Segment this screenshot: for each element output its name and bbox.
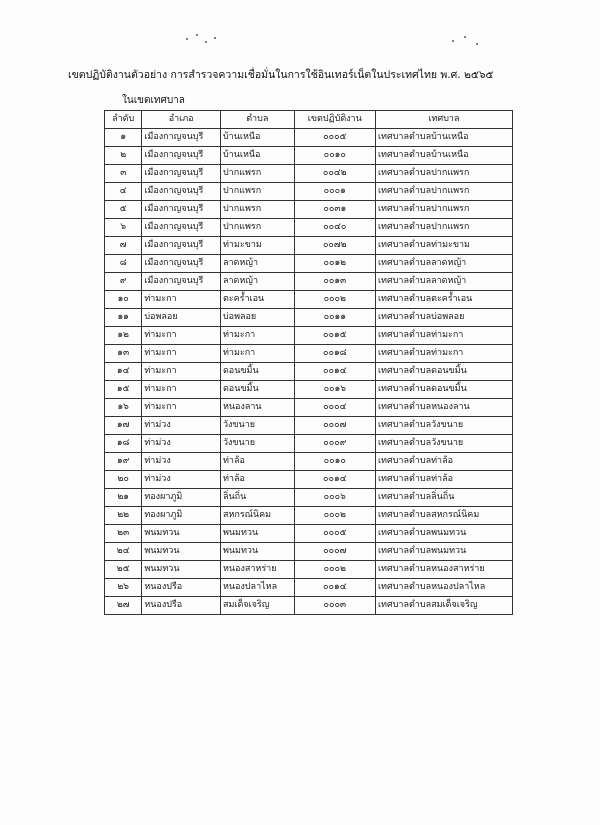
cell-district: เมืองกาญจนบุรี bbox=[142, 129, 221, 147]
cell-order: ๕ bbox=[105, 201, 142, 219]
cell-subdistrict: ท่ามะกา bbox=[220, 327, 294, 345]
cell-order: ๑๘ bbox=[105, 435, 142, 453]
table-row bbox=[105, 129, 513, 147]
table-row bbox=[105, 507, 513, 525]
table-row bbox=[105, 417, 513, 435]
cell-work-area: ๐๐๑๐ bbox=[294, 453, 375, 471]
cell-subdistrict: พนมทวน bbox=[220, 543, 294, 561]
cell-municipality: เทศบาลตำบลพนมทวน bbox=[375, 543, 512, 561]
cell-district: เมืองกาญจนบุรี bbox=[142, 201, 221, 219]
table-row bbox=[105, 543, 513, 561]
cell-work-area: ๐๐๐๕ bbox=[294, 129, 375, 147]
cell-order: ๒๕ bbox=[105, 561, 142, 579]
cell-municipality: เทศบาลตำบลหนองปลาไหล bbox=[375, 579, 512, 597]
cell-municipality: เทศบาลตำบลลิ่นถิ่น bbox=[375, 489, 512, 507]
header-district: อำเภอ bbox=[142, 111, 221, 129]
scan-speck bbox=[214, 37, 216, 39]
table-header-row bbox=[105, 111, 513, 129]
cell-order: ๔ bbox=[105, 183, 142, 201]
cell-work-area: ๐๐๑๒ bbox=[294, 255, 375, 273]
cell-municipality: เทศบาลตำบลดอนขมิ้น bbox=[375, 363, 512, 381]
header-subdistrict: ตำบล bbox=[220, 111, 294, 129]
table-row bbox=[105, 147, 513, 165]
cell-order: ๓ bbox=[105, 165, 142, 183]
cell-work-area: ๐๐๑๓ bbox=[294, 273, 375, 291]
table-row bbox=[105, 525, 513, 543]
cell-district: พนมทวน bbox=[142, 525, 221, 543]
cell-municipality: เทศบาลตำบลวังขนาย bbox=[375, 435, 512, 453]
cell-municipality: เทศบาลตำบลบ่อพลอย bbox=[375, 309, 512, 327]
table-body bbox=[105, 129, 513, 615]
cell-order: ๒ bbox=[105, 147, 142, 165]
document-title: เขตปฏิบัติงานตัวอย่าง การสำรวจความเชื่อมั่นในการใช้อินเทอร์เน็ตในประเทศไทย พ.ศ. ๒๕๖๕ bbox=[68, 69, 494, 81]
table-row bbox=[105, 381, 513, 399]
table-row bbox=[105, 435, 513, 453]
cell-order: ๑๖ bbox=[105, 399, 142, 417]
cell-municipality: เทศบาลตำบลวังขนาย bbox=[375, 417, 512, 435]
cell-work-area: ๐๐๗๒ bbox=[294, 237, 375, 255]
cell-district: เมืองกาญจนบุรี bbox=[142, 219, 221, 237]
cell-municipality: เทศบาลตำบลหนองลาน bbox=[375, 399, 512, 417]
table-row bbox=[105, 363, 513, 381]
scan-speck bbox=[452, 40, 454, 42]
cell-work-area: ๐๐๑๔ bbox=[294, 471, 375, 489]
cell-subdistrict: ตะคร้ำเอน bbox=[220, 291, 294, 309]
cell-district: เมืองกาญจนบุรี bbox=[142, 147, 221, 165]
cell-order: ๑๐ bbox=[105, 291, 142, 309]
cell-district: หนองปรือ bbox=[142, 597, 221, 615]
table-row bbox=[105, 183, 513, 201]
cell-order: ๑๙ bbox=[105, 453, 142, 471]
cell-municipality: เทศบาลตำบลพนมทวน bbox=[375, 525, 512, 543]
cell-district: ท่าม่วง bbox=[142, 417, 221, 435]
cell-order: ๘ bbox=[105, 255, 142, 273]
cell-district: ท่าม่วง bbox=[142, 471, 221, 489]
table-row bbox=[105, 489, 513, 507]
cell-municipality: เทศบาลตำบลปากแพรก bbox=[375, 201, 512, 219]
cell-work-area: ๐๐๑๔ bbox=[294, 363, 375, 381]
cell-district: เมืองกาญจนบุรี bbox=[142, 273, 221, 291]
table-row bbox=[105, 291, 513, 309]
cell-work-area: ๐๐๐๒ bbox=[294, 291, 375, 309]
cell-subdistrict: ท่าล้อ bbox=[220, 453, 294, 471]
scan-speck bbox=[464, 36, 466, 38]
cell-municipality: เทศบาลตำบลท่าล้อ bbox=[375, 453, 512, 471]
table-row bbox=[105, 597, 513, 615]
cell-work-area: ๐๐๐๒ bbox=[294, 507, 375, 525]
cell-work-area: ๐๐๐๔ bbox=[294, 399, 375, 417]
header-municipality: เทศบาล bbox=[375, 111, 512, 129]
cell-district: ท่ามะกา bbox=[142, 327, 221, 345]
cell-work-area: ๐๐๔๒ bbox=[294, 165, 375, 183]
cell-district: ท่ามะกา bbox=[142, 291, 221, 309]
cell-work-area: ๐๐๐๗ bbox=[294, 417, 375, 435]
cell-municipality: เทศบาลตำบลปากแพรก bbox=[375, 183, 512, 201]
cell-work-area: ๐๐๑๐ bbox=[294, 147, 375, 165]
cell-work-area: ๐๐๔๐ bbox=[294, 219, 375, 237]
cell-subdistrict: ลิ่นถิ่น bbox=[220, 489, 294, 507]
cell-municipality: เทศบาลตำบลท่ามะขาม bbox=[375, 237, 512, 255]
cell-order: ๑๔ bbox=[105, 363, 142, 381]
scan-speck bbox=[476, 43, 478, 45]
cell-municipality: เทศบาลตำบลลาดหญ้า bbox=[375, 273, 512, 291]
cell-work-area: ๐๐๑๕ bbox=[294, 327, 375, 345]
table-row bbox=[105, 561, 513, 579]
cell-municipality: เทศบาลตำบลปากแพรก bbox=[375, 219, 512, 237]
cell-order: ๑๓ bbox=[105, 345, 142, 363]
cell-order: ๙ bbox=[105, 273, 142, 291]
cell-district: ท่ามะกา bbox=[142, 345, 221, 363]
cell-district: เมืองกาญจนบุรี bbox=[142, 237, 221, 255]
cell-district: ท่าม่วง bbox=[142, 453, 221, 471]
cell-work-area: ๐๐๑๑ bbox=[294, 309, 375, 327]
scan-speck bbox=[186, 38, 188, 40]
cell-municipality: เทศบาลตำบลดอนขมิ้น bbox=[375, 381, 512, 399]
cell-municipality: เทศบาลตำบลท่าล้อ bbox=[375, 471, 512, 489]
cell-subdistrict: วังขนาย bbox=[220, 435, 294, 453]
cell-subdistrict: สมเด็จเจริญ bbox=[220, 597, 294, 615]
cell-subdistrict: หนองลาน bbox=[220, 399, 294, 417]
table-row bbox=[105, 399, 513, 417]
cell-work-area: ๐๐๐๓ bbox=[294, 597, 375, 615]
cell-district: ท่ามะกา bbox=[142, 363, 221, 381]
table-row bbox=[105, 273, 513, 291]
cell-municipality: เทศบาลตำบลตะคร้ำเอน bbox=[375, 291, 512, 309]
cell-subdistrict: ลาดหญ้า bbox=[220, 255, 294, 273]
cell-work-area: ๐๐๐๑ bbox=[294, 183, 375, 201]
cell-municipality: เทศบาลตำบลท่ามะกา bbox=[375, 327, 512, 345]
cell-subdistrict: ท่าล้อ bbox=[220, 471, 294, 489]
cell-order: ๑ bbox=[105, 129, 142, 147]
sample-area-table bbox=[104, 110, 513, 615]
header-order: ลำดับ bbox=[105, 111, 142, 129]
cell-subdistrict: บ้านเหนือ bbox=[220, 147, 294, 165]
cell-district: ท่ามะกา bbox=[142, 381, 221, 399]
cell-work-area: ๐๐๑๔ bbox=[294, 579, 375, 597]
cell-order: ๑๕ bbox=[105, 381, 142, 399]
scan-speck bbox=[196, 34, 198, 36]
cell-district: ทองผาภูมิ bbox=[142, 489, 221, 507]
table-row bbox=[105, 309, 513, 327]
cell-subdistrict: วังขนาย bbox=[220, 417, 294, 435]
cell-order: ๑๗ bbox=[105, 417, 142, 435]
cell-work-area: ๐๐๐๗ bbox=[294, 543, 375, 561]
cell-subdistrict: ดอนขมิ้น bbox=[220, 381, 294, 399]
cell-municipality: เทศบาลตำบลลาดหญ้า bbox=[375, 255, 512, 273]
cell-order: ๖ bbox=[105, 219, 142, 237]
cell-order: ๒๔ bbox=[105, 543, 142, 561]
cell-subdistrict: หนองปลาไหล bbox=[220, 579, 294, 597]
header-work-area: เขตปฏิบัติงาน bbox=[294, 111, 375, 129]
cell-work-area: ๐๐๑๘ bbox=[294, 345, 375, 363]
cell-work-area: ๐๐๐๖ bbox=[294, 489, 375, 507]
cell-work-area: ๐๐๑๖ bbox=[294, 381, 375, 399]
cell-order: ๒๗ bbox=[105, 597, 142, 615]
cell-subdistrict: ปากแพรก bbox=[220, 201, 294, 219]
cell-municipality: เทศบาลตำบลสมเด็จเจริญ bbox=[375, 597, 512, 615]
table-row bbox=[105, 453, 513, 471]
cell-order: ๒๖ bbox=[105, 579, 142, 597]
cell-work-area: ๐๐๐๕ bbox=[294, 525, 375, 543]
cell-district: หนองปรือ bbox=[142, 579, 221, 597]
cell-subdistrict: บ้านเหนือ bbox=[220, 129, 294, 147]
scan-speck bbox=[205, 41, 207, 43]
table-row bbox=[105, 165, 513, 183]
table-row bbox=[105, 345, 513, 363]
cell-municipality: เทศบาลตำบลบ้านเหนือ bbox=[375, 147, 512, 165]
cell-subdistrict: พนมทวน bbox=[220, 525, 294, 543]
cell-work-area: ๐๐๐๒ bbox=[294, 561, 375, 579]
cell-order: ๑๒ bbox=[105, 327, 142, 345]
cell-work-area: ๐๐๓๑ bbox=[294, 201, 375, 219]
cell-subdistrict: ลาดหญ้า bbox=[220, 273, 294, 291]
cell-municipality: เทศบาลตำบลปากแพรก bbox=[375, 165, 512, 183]
cell-district: เมืองกาญจนบุรี bbox=[142, 165, 221, 183]
cell-subdistrict: ท่ามะกา bbox=[220, 345, 294, 363]
table-row bbox=[105, 471, 513, 489]
table-row bbox=[105, 201, 513, 219]
cell-municipality: เทศบาลตำบลสหกรณ์นิคม bbox=[375, 507, 512, 525]
table-row bbox=[105, 579, 513, 597]
cell-order: ๒๑ bbox=[105, 489, 142, 507]
cell-order: ๒๓ bbox=[105, 525, 142, 543]
cell-district: บ่อพลอย bbox=[142, 309, 221, 327]
cell-district: เมืองกาญจนบุรี bbox=[142, 255, 221, 273]
cell-district: เมืองกาญจนบุรี bbox=[142, 183, 221, 201]
table-row bbox=[105, 237, 513, 255]
table-row bbox=[105, 255, 513, 273]
cell-district: ทองผาภูมิ bbox=[142, 507, 221, 525]
cell-subdistrict: ปากแพรก bbox=[220, 219, 294, 237]
cell-subdistrict: สหกรณ์นิคม bbox=[220, 507, 294, 525]
cell-order: ๑๑ bbox=[105, 309, 142, 327]
cell-work-area: ๐๐๐๙ bbox=[294, 435, 375, 453]
table-row bbox=[105, 327, 513, 345]
cell-order: ๗ bbox=[105, 237, 142, 255]
cell-subdistrict: ดอนขมิ้น bbox=[220, 363, 294, 381]
cell-district: พนมทวน bbox=[142, 561, 221, 579]
cell-district: ท่ามะกา bbox=[142, 399, 221, 417]
cell-subdistrict: บ่อพลอย bbox=[220, 309, 294, 327]
cell-order: ๒๒ bbox=[105, 507, 142, 525]
document-subtitle: ในเขตเทศบาล bbox=[122, 95, 185, 106]
cell-municipality: เทศบาลตำบลบ้านเหนือ bbox=[375, 129, 512, 147]
cell-subdistrict: ปากแพรก bbox=[220, 183, 294, 201]
cell-subdistrict: ท่ามะขาม bbox=[220, 237, 294, 255]
cell-subdistrict: ปากแพรก bbox=[220, 165, 294, 183]
table-row bbox=[105, 219, 513, 237]
cell-district: ท่าม่วง bbox=[142, 435, 221, 453]
cell-subdistrict: หนองสาหร่าย bbox=[220, 561, 294, 579]
cell-district: พนมทวน bbox=[142, 543, 221, 561]
cell-order: ๒๐ bbox=[105, 471, 142, 489]
cell-municipality: เทศบาลตำบลหนองสาหร่าย bbox=[375, 561, 512, 579]
cell-municipality: เทศบาลตำบลท่ามะกา bbox=[375, 345, 512, 363]
